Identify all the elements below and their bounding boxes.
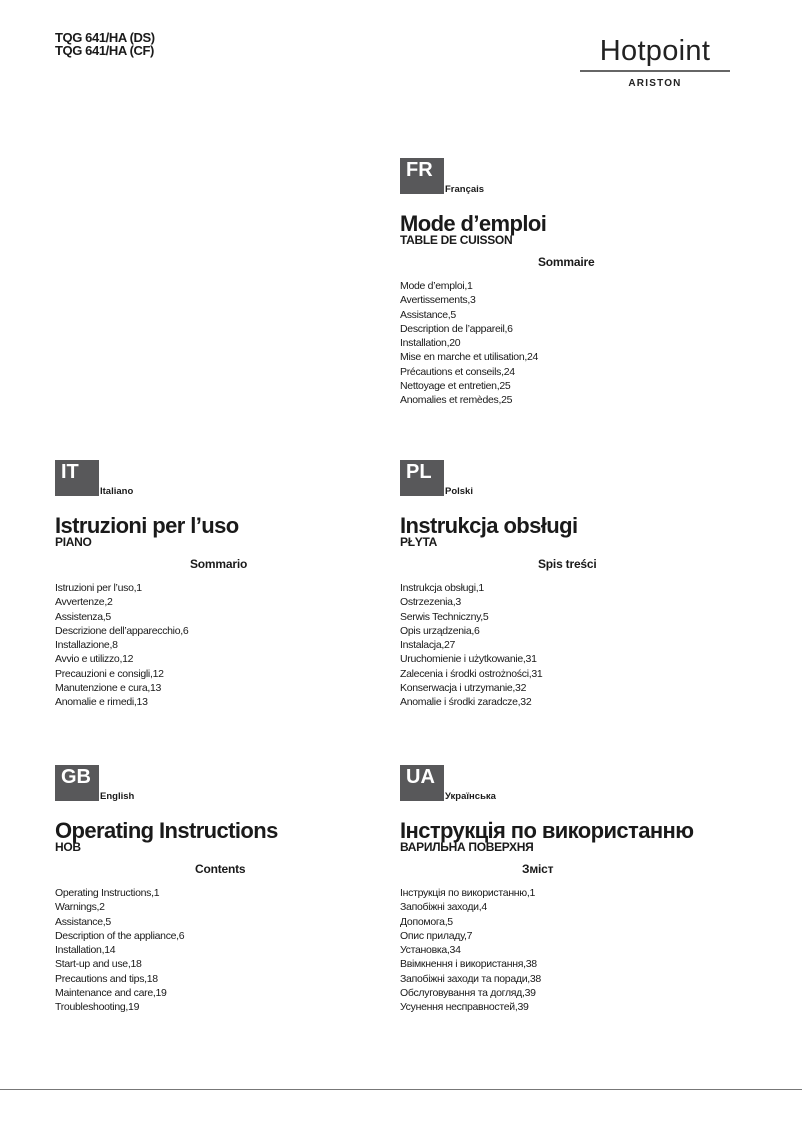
contents-item: Precautions and tips,18	[55, 972, 158, 985]
contents-heading: Contents	[195, 862, 246, 876]
contents-item: Start-up and use,18	[55, 958, 142, 971]
language-section-fr	[400, 158, 760, 428]
contents-heading: Sommaire	[538, 255, 595, 269]
language-code-badge: IT	[55, 460, 99, 496]
contents-item: Uruchomienie i użytkowanie,31	[400, 653, 537, 666]
contents-item: Mise en marche et utilisation,24	[400, 351, 539, 364]
language-name: Français	[445, 184, 485, 195]
contents-item: Installazione,8	[55, 639, 118, 652]
contents-item: Troubleshooting,19	[55, 1001, 140, 1014]
section-title: Istruzioni per l’uso	[55, 513, 239, 538]
contents-item: Description of the appliance,6	[55, 929, 185, 942]
section-subtitle: PIANO	[55, 535, 92, 549]
language-name: Italiano	[100, 486, 134, 497]
model-number: TQG 641/HA (CF)	[55, 43, 154, 58]
section-subtitle: ВАРИЛЬНА ПОВЕРХНЯ	[400, 840, 534, 854]
contents-item: Manutenzione e cura,13	[55, 682, 162, 695]
language-code-badge: GB	[55, 765, 99, 801]
contents-item: Обслуговування та догляд,39	[400, 987, 536, 1000]
section-subtitle: HOB	[55, 840, 81, 854]
contents-item: Opis urządzenia,6	[400, 624, 480, 637]
contents-item: Assistance,5	[55, 915, 111, 928]
contents-item: Assistance,5	[400, 308, 456, 321]
contents-item: Precauzioni e consigli,12	[55, 667, 164, 680]
contents-item: Avertissements,3	[400, 294, 476, 307]
section-title: Operating Instructions	[55, 818, 278, 843]
contents-item: Nettoyage et entretien,25	[400, 380, 511, 393]
contents-item: Anomalie i środki zaradcze,32	[400, 696, 532, 709]
contents-list	[55, 581, 188, 710]
language-code-badge: FR	[400, 158, 444, 194]
language-code-badge: UA	[400, 765, 444, 801]
contents-item: Operating Instructions,1	[55, 887, 160, 899]
logo-divider	[580, 70, 730, 72]
language-name: English	[100, 791, 135, 802]
contents-item: Усунення несправностей,39	[400, 1001, 529, 1014]
contents-item: Установка,34	[400, 944, 461, 957]
contents-item: Інструкція по використанню,1	[400, 887, 536, 899]
hotpoint-ariston-logo	[580, 36, 730, 89]
logo-brand: Hotpoint	[599, 35, 711, 67]
contents-item: Konserwacja i utrzymanie,32	[400, 682, 527, 695]
language-section-pl	[400, 460, 760, 730]
model-numbers	[55, 31, 155, 57]
contents-item: Warnings,2	[55, 901, 105, 914]
contents-item: Descrizione dell’apparecchio,6	[55, 624, 189, 637]
contents-item: Zalecenia i środki ostrożności,31	[400, 667, 543, 680]
contents-item: Serwis Techniczny,5	[400, 610, 489, 623]
language-name: Polski	[445, 486, 473, 497]
language-section-gb	[55, 765, 415, 1035]
contents-list	[400, 581, 542, 710]
contents-item: Anomalie e rimedi,13	[55, 696, 148, 709]
contents-item: Instrukcja obsługi,1	[400, 582, 484, 594]
language-section-ua	[400, 765, 760, 1035]
section-subtitle: PŁYTA	[400, 535, 437, 549]
contents-heading: Spis treści	[538, 557, 597, 571]
contents-item: Mode d’emploi,1	[400, 280, 473, 292]
contents-list	[55, 886, 184, 1015]
contents-item: Допомога,5	[400, 915, 453, 928]
logo-sub: ARISTON	[628, 78, 682, 89]
language-code-badge: PL	[400, 460, 444, 496]
contents-item: Description de l’appareil,6	[400, 322, 513, 335]
section-title: Mode d’emploi	[400, 211, 547, 236]
contents-item: Installation,14	[55, 944, 116, 957]
contents-item: Запобіжні заходи та поради,38	[400, 972, 541, 985]
contents-item: Опис приладу,7	[400, 929, 473, 942]
contents-item: Запобіжні заходи,4	[400, 901, 487, 914]
contents-item: Assistenza,5	[55, 610, 111, 623]
contents-item: Istruzioni per l’uso,1	[55, 582, 142, 594]
section-title: Instrukcja obsługi	[400, 513, 578, 538]
contents-item: Avvio e utilizzo,12	[55, 653, 134, 666]
contents-heading: Зміст	[522, 862, 554, 876]
contents-list	[400, 886, 541, 1015]
model-number: TQG 641/HA (DS)	[55, 30, 155, 45]
contents-item: Avvertenze,2	[55, 596, 113, 609]
section-title: Інструкція по використанню	[400, 818, 694, 843]
contents-item: Instalacja,27	[400, 639, 456, 652]
language-name: Українська	[445, 791, 496, 802]
contents-heading: Sommario	[190, 557, 248, 571]
contents-item: Ввімкнення і використання,38	[400, 958, 537, 971]
contents-item: Installation,20	[400, 337, 461, 350]
contents-item: Anomalies et remèdes,25	[400, 394, 513, 407]
footer-divider	[0, 1089, 802, 1090]
contents-list	[400, 279, 538, 408]
contents-item: Précautions et conseils,24	[400, 365, 515, 378]
section-subtitle: TABLE DE CUISSON	[400, 233, 513, 247]
language-section-it	[55, 460, 415, 730]
contents-item: Maintenance and care,19	[55, 987, 167, 1000]
contents-item: Ostrzezenia,3	[400, 596, 461, 609]
